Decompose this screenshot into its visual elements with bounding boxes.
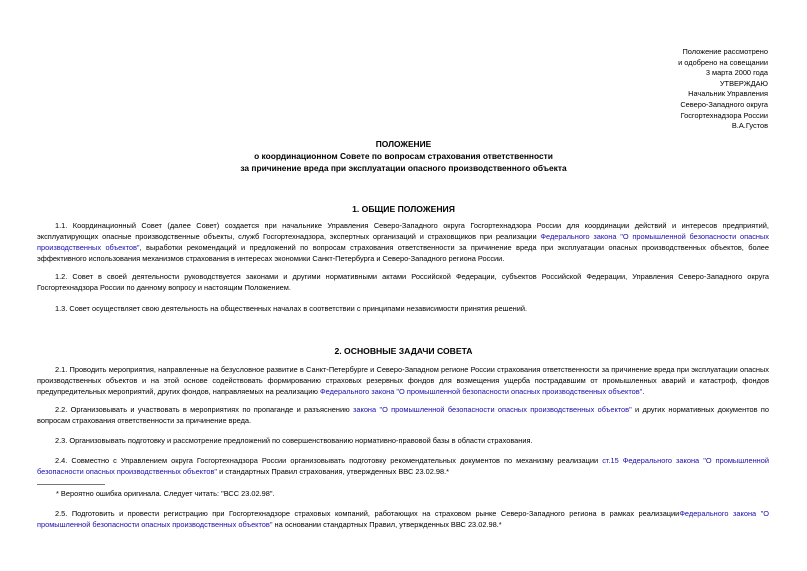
approval-line: 3 марта 2000 года — [705, 68, 768, 78]
approval-line: Положение рассмотрено — [682, 47, 768, 56]
paragraph-text: 2.2. Организовывать и участвовать в мероприятиях по пропаганде и разъяснению — [55, 405, 353, 414]
approval-line: Госгортехнадзора России — [680, 110, 768, 120]
law-link[interactable]: Федерального закона "О промышленной безопасности опасных производственных объектов" — [37, 232, 770, 252]
law-link[interactable]: закона "О промышленной безопасности опасных производственных объектов" — [353, 405, 632, 414]
approval-line: Северо-Западного округа — [680, 99, 768, 109]
paragraph-text: 2.1. Проводить мероприятия, направленные на безусловное развитие в Санкт-Петербурге и Северо-Западном регионе России страхования ответственности за причинение вреда при эксплуатации опасных производственных объектов и на этой основе содействовать формированию страховых резервных фондов для возмещения ущерба пострадавшим от промышленных аварий и катастроф, фондов предупредительных мероприятий, других фондов, направляемых на реализацию — [37, 365, 769, 396]
footnote: * Вероятно ошибка оригинала. Следует читать: "ВСС 23.02.98". — [56, 489, 275, 498]
approval-block — [678, 47, 768, 132]
paragraph-1-2 — [37, 271, 769, 293]
paragraph-1-1 — [37, 220, 769, 264]
title-line-3: за причинение вреда при эксплуатации опасного производственного объекта — [240, 162, 567, 173]
paragraph-text: и других нормативных документов по вопросам страхования ответственности за причинение вреда. — [37, 405, 769, 425]
document-title — [0, 139, 807, 174]
paragraph-text: 1.3. Совет осуществляет свою деятельность на общественных началах в соответствии с принципами независимости принятия решений. — [55, 304, 528, 313]
paragraph-text: 2.4. Совместно с Управлением округа Госгортехнадзора России организовывать подготовку рекомендательных документов по механизму реализации — [55, 456, 603, 465]
section-2-heading: 2. ОСНОВНЫЕ ЗАДАЧИ СОВЕТА — [334, 346, 473, 356]
paragraph-text: и стандартных Правил страхования, утвержденных ВВС 23.02.98.* — [217, 467, 450, 476]
title-line-2: о координационном Совете по вопросам страхования ответственности — [254, 150, 553, 161]
paragraph-text: . — [642, 387, 645, 396]
paragraph-text: 1.2. Совет в своей деятельности руководствуется законами и другими нормативными актами Российской Федерации, субъектов Российской Федерации, Управления Северо-Западного округа Госгортехнадзора России по данному вопросу и настоящим Положением. — [37, 272, 769, 292]
approval-line: и одобрено на совещании — [678, 57, 768, 67]
section-1-heading: 1. ОБЩИЕ ПОЛОЖЕНИЯ — [352, 204, 455, 214]
footnote-separator — [37, 484, 105, 485]
title-line-1: ПОЛОЖЕНИЕ — [375, 139, 432, 149]
paragraph-text: 2.3. Организовывать подготовку и рассмотрение предложений по совершенствованию нормативно-правовой базы в области страхования. — [55, 436, 533, 445]
paragraph-text: 2.5. Подготовить и провести регистрацию при Госгортехнадзоре страховых компаний, работающих на страховом рынке Северо-Западного региона в рамках реализации — [55, 509, 680, 518]
law-link[interactable]: Федерального закона "О промышленной безопасности опасных производственных объектов" — [320, 387, 643, 396]
paragraph-2-1 — [37, 364, 769, 397]
approval-signature: В.А.Густов — [731, 121, 768, 131]
approval-line: УТВЕРЖДАЮ — [719, 78, 768, 88]
paragraph-text: на основании стандартных Правил, утвержденных ВВС 23.02.98.* — [272, 520, 502, 529]
paragraph-text: , выработки рекомендаций и предложений по вопросам страхования ответственности за причинение вреда при эксплуатации опасных производственных объектов, более эффективного использования механизмов страхования в интересах экономики Санкт-Петербурга и Северо-Западного региона России. — [37, 243, 769, 263]
approval-line: Начальник Управления — [688, 89, 768, 99]
paragraph-2-4 — [37, 455, 769, 477]
law-link[interactable]: ст.15 Федерального закона "О промышленной безопасности опасных производственных объектов" — [37, 456, 769, 476]
paragraph-2-5 — [37, 508, 769, 530]
paragraph-2-2 — [37, 404, 769, 426]
paragraph-1-3 — [37, 303, 769, 314]
law-link[interactable]: Федерального закона "О промышленной безопасности опасных производственных объектов" — [37, 509, 769, 529]
paragraph-2-3 — [37, 435, 769, 446]
paragraph-text: 1.1. Координационный Совет (далее Совет) создается при начальнике Управления Северо-Западного округа Госгортехнадзора России для координации действий и интересов предприятий, эксплуатирующих опасные производственные объекты, служб Госгортехнадзора, экспертных организаций и страховщиков при реализации — [37, 221, 769, 241]
